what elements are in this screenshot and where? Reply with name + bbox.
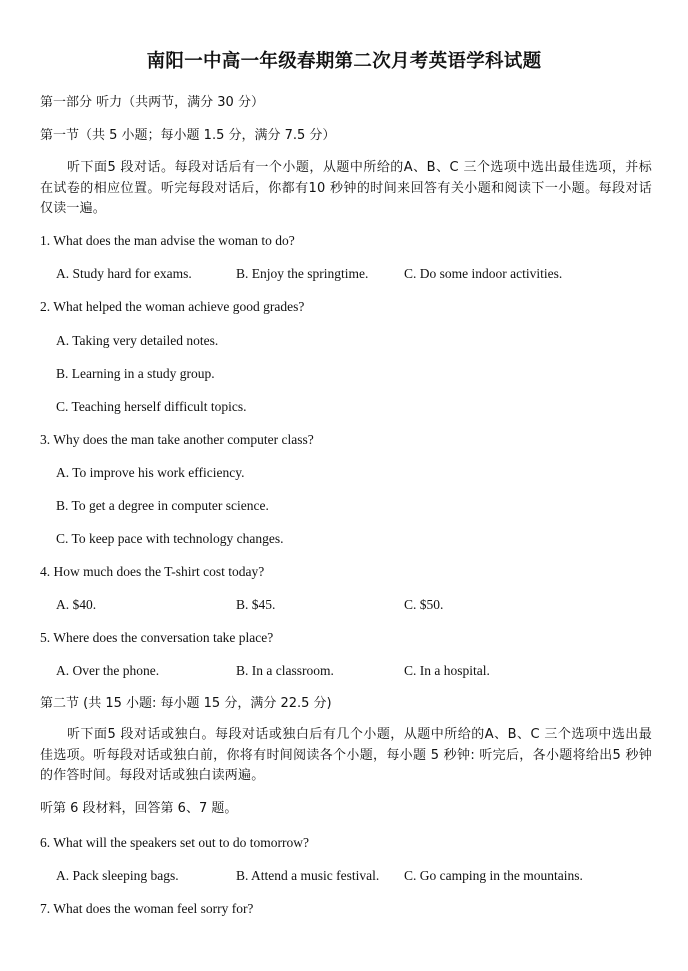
q3-option-b: B. To get a degree in computer science.	[56, 498, 269, 513]
question-7: 7. What does the woman feel sorry for?	[40, 901, 254, 916]
q2-option-c: C. Teaching herself difficult topics.	[56, 399, 247, 414]
q2-option-a: A. Taking very detailed notes.	[56, 333, 219, 348]
q5-option-a: A. Over the phone.	[56, 663, 160, 678]
question-6: 6. What will the speakers set out to do tomorrow?	[40, 835, 309, 850]
q1-option-a: A. Study hard for exams.	[56, 266, 192, 281]
section1-instructions: 听下面5 段对话。每段对话后有一个小题，从题中所给的A、B、C 三个选项中选出最佳选项，并标在试卷的相应位置。听完每段对话后，你都有10 秒钟的时间来回答有关小题和阅读下一小题。每段对话仅读一遍。	[40, 160, 652, 216]
question-1: 1. What does the man advise the woman to do?	[40, 233, 295, 248]
q4-option-c: C. $50.	[404, 597, 444, 612]
section2-instructions: 听下面5 段对话或独白。每段对话或独白后有几个小题，从题中所给的A、B、C 三个选项中选出最佳选项。听每段对话或独白前，你将有时间阅读各个小题，每小题 5 秒钟: 听完后，各小题将给出5 秒钟的作答时间。每段对话或独白读两遍。	[40, 727, 652, 783]
q5-option-c: C. In a hospital.	[404, 663, 490, 678]
q3-option-a: A. To improve his work efficiency.	[56, 465, 245, 480]
q6-option-c: C. Go camping in the mountains.	[404, 868, 583, 883]
q3-option-c: C. To keep pace with technology changes.	[56, 531, 284, 546]
q6-option-a: A. Pack sleeping bags.	[56, 868, 179, 883]
question-5: 5. Where does the conversation take place?	[40, 630, 274, 645]
section1-heading: 第一节（共 5 小题；每小题 1.5 分，满分 7.5 分）	[40, 128, 336, 143]
section2-heading: 第二节 (共 15 小题: 每小题 15 分，满分 22.5 分)	[40, 696, 332, 711]
question-2: 2. What helped the woman achieve good grades?	[40, 299, 305, 314]
q4-option-a: A. $40.	[56, 597, 97, 612]
q4-option-b: B. $45.	[236, 597, 276, 612]
q2-option-b: B. Learning in a study group.	[56, 366, 215, 381]
exam-title: 南阳一中高一年级春期第二次月考英语学科试题	[146, 51, 542, 72]
q6-option-b: B. Attend a music festival.	[236, 868, 380, 883]
part1-heading: 第一部分 听力（共两节，满分 30 分）	[40, 95, 264, 110]
q1-option-c: C. Do some indoor activities.	[404, 266, 563, 281]
material-6-heading: 听第 6 段材料，回答第 6、7 题。	[40, 801, 238, 816]
q5-option-b: B. In a classroom.	[236, 663, 334, 678]
question-3: 3. Why does the man take another computer class?	[40, 432, 314, 447]
q1-option-b: B. Enjoy the springtime.	[236, 266, 369, 281]
question-4: 4. How much does the T-shirt cost today?	[40, 564, 265, 579]
